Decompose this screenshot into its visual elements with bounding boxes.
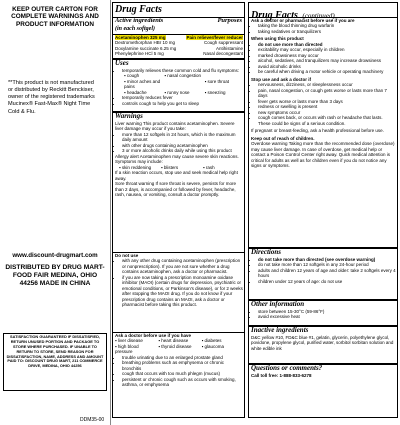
- stop-use-item: • pain, nasal congestion, or cough gets worse or lasts more than 7 days: [258, 88, 396, 99]
- active-ingredients-sub: (in each softgel): [115, 26, 155, 32]
- sore-throat-warning: Sore throat warning If sore throat is severe, persists for more than 2 days, is accompanied or followed by fever, headache, rash, nausea, or vomiting, consult a doctor promptly.: [115, 181, 237, 198]
- inactive-text: D&C yellow #10, FD&C blue #1, gelatin, glycerin, polyethylene glycol, povidone, propylene glycol, purified water, sorbitol sorbitan solution and white edible ink: [251, 335, 394, 351]
- questions-title: Questions or comments?: [251, 364, 323, 372]
- condition: ▪ thyroid disease: [158, 343, 192, 349]
- other-info-item: • store between 15-30°C (59-86°F): [258, 309, 396, 314]
- ask-pharmacist-item: • taking sedatives or tranquilizers: [258, 29, 396, 34]
- when-using-item: • avoid alcoholic drinks: [258, 64, 396, 69]
- condition-item: • breathing problems such as emphysema or chronic bronchitis: [122, 360, 243, 371]
- stop-use-item: • nervousness, dizziness, or sleeplessness occur: [258, 82, 396, 87]
- stop-use-item: • cough comes back, or occurs with rash or headache that lasts. These could be signs of a serious condition.: [258, 115, 396, 126]
- ask-pharmacist-item: • taking the blood thinning drug warfarin: [258, 23, 396, 28]
- ingredients-table: [115, 35, 243, 57]
- when-using-item: • alcohol, sedatives, and tranquilizers may increase drowsiness: [258, 58, 396, 63]
- satisfaction-box: [3, 333, 107, 391]
- when-using-title: When using this product: [251, 36, 304, 42]
- continued-warnings: [251, 18, 396, 169]
- website-text: www.discount-drugmart.com: [12, 252, 98, 259]
- do-not-use-item: • with any other drug containing acetaminophen (prescription or nonprescription). If you are not sure whether a drug contains acetaminophen, ask a doctor or pharmacist.: [122, 258, 243, 274]
- uses-section: [115, 68, 243, 106]
- drug-facts-panel-1: [112, 2, 245, 418]
- pregnant-text: If pregnant or breast-feeding, ask a health professional before use.: [251, 128, 384, 134]
- condition: ▪ heart disease: [158, 338, 189, 344]
- warnings-section: [115, 121, 243, 198]
- stop-use-title: Stop use and ask a doctor if: [251, 76, 312, 82]
- distributor-text: DISTRIBUTED BY DRUG MART-FOOD FAIR MEDINA, OHIO 44256 MADE IN CHINA: [5, 264, 105, 287]
- uses-title: Uses: [115, 59, 129, 67]
- condition-item: • cough that occurs with too much phlegm (mucus): [122, 371, 243, 376]
- when-using-item: • marked drowsiness may occur: [258, 53, 396, 58]
- left-column: [0, 0, 111, 425]
- condition: ▪ liver disease: [115, 338, 143, 344]
- questions-phone: Call toll free: 1-888-833-6278: [251, 373, 312, 378]
- directions-title: Directions: [251, 248, 281, 256]
- active-ingredients-header: Active ingredients: [115, 17, 164, 24]
- overdose-warning: Overdose warning Taking more than the recommended dose (overdose) may cause liver damage. In case of overdose, get medical help or contact a Poison Control Center right away. Quick medical attention is critical for adults as well as for children even if you do not notice any signs or symptoms.: [251, 141, 395, 169]
- inactive-title: Inactive ingredients: [251, 326, 309, 334]
- when-using-item: • excitability may occur, especially in children: [258, 47, 396, 52]
- condition-item: • trouble urinating due to an enlarged prostate gland: [122, 355, 243, 360]
- liver-item: • more than 12 softgels in 24 hours, which is the maximum daily amount: [122, 132, 243, 143]
- divider: [113, 58, 244, 60]
- symptom: ▪ headache: [124, 89, 147, 95]
- condition: ▪ glaucoma: [201, 343, 225, 349]
- do-not-use-section: [115, 253, 243, 308]
- symptom: ▪ runny nose: [164, 89, 190, 95]
- ingredient-name: Phenylephrine HCl 5 mg: [115, 51, 164, 57]
- warnings-title: Warnings: [115, 112, 143, 120]
- uses-item: • controls cough to help you get to sleep: [122, 101, 243, 106]
- liver-item: • with other drugs containing acetaminophen: [122, 143, 243, 148]
- keep-out-of-reach: Keep out of reach of children.: [251, 135, 315, 141]
- condition-grid: [115, 338, 243, 354]
- liver-warning: Liver warning This product contains acetaminophen. Severe liver damage may occur if you take:: [115, 121, 235, 132]
- symptom: ▪ minor aches and pains: [124, 78, 161, 90]
- symptom: ▪ nasal congestion: [164, 73, 201, 79]
- ask-doctor-title: Ask a doctor before use if you have: [115, 333, 192, 338]
- stop-use-item: • fever gets worse or lasts more than 3 days: [258, 99, 396, 104]
- direction-item: • adults and children 12 years of age and older: take 2 softgels every 4 hours: [258, 268, 396, 279]
- drug-facts-title: Drug Facts: [115, 4, 162, 15]
- satisfaction-text: SATISFACTION GUARANTEED IF DISSATISFIED, RETURN UNUSED PORTION AND PACKAGE TO STORE WHERE PURCHASED. IF UNABLE TO RETURN TO STORE, SEND REASON FOR DISSATISFACTION, NAME, ADDRESS AND AMOUNT PAID TO: DISCOUNT DRUG MART, 211 COMMERCE DRIVE, MEDINA, OHIO 44256: [6, 334, 104, 369]
- allergy-end: If a skin reaction occurs, stop use and seek medical help right away.: [115, 170, 238, 181]
- drug-facts-panel-2: [248, 2, 398, 418]
- stop-use-item: • redness or swelling is present: [258, 104, 396, 109]
- direction-item: • do not take more than 12 softgels in any 24-hour period: [258, 262, 396, 267]
- condition-item: • persistent or chronic cough such as occurs with smoking, asthma, or emphysema: [122, 377, 243, 388]
- direction-item: • children under 12 years of age: do not use: [258, 279, 396, 284]
- ingredient-purpose: Antihistamine: [215, 45, 243, 51]
- ingredient-purpose: Cough suppressant: [203, 40, 243, 46]
- do-not-use-title: Do not use: [115, 253, 139, 258]
- purposes-header: Purposes: [217, 17, 242, 24]
- uses-item: • temporarily reduces fever: [122, 95, 243, 100]
- liver-item: • 3 or more alcoholic drinks daily while using this product: [122, 148, 243, 153]
- ingredient-purpose: Nasal decongestant: [203, 51, 243, 57]
- disclaimer-text: **This product is not manufactured or distributed by Reckitt Benckiser, owner of the registered trademarks Mucinex® Fast-Max® Night Time Cold & Flu.: [8, 80, 95, 115]
- other-info-section: [251, 309, 396, 320]
- condition: ▪ high blood pressure: [115, 343, 139, 355]
- drug-facts-title: Drug Facts: [251, 10, 298, 21]
- ingredient-row: [115, 51, 243, 56]
- other-info-item: • avoid excessive heat: [258, 314, 396, 319]
- symptom-grid: [115, 73, 243, 95]
- symptom: ▪ sore throat: [204, 78, 230, 84]
- ingredient-name: Acetaminophen 325 mg: [115, 35, 166, 40]
- stop-use-item: • new symptoms occur: [258, 110, 396, 115]
- allergy-alert: Allergy alert Acetaminophen may cause severe skin reactions. Symptoms may include:: [115, 153, 239, 165]
- allergy-symptom: ▪ rash: [203, 164, 215, 170]
- symptom: ▪ cough: [124, 73, 140, 79]
- when-using-item: • do not use more than directed: [258, 42, 396, 47]
- directions-section: [251, 257, 396, 284]
- ask-doctor-section: [115, 333, 243, 388]
- uses-item: • temporarily relieves these common cold and flu symptoms:: [122, 68, 243, 73]
- do-not-use-item: • if you are now taking a prescription monoamine oxidase inhibitor (MAOI) (certain drugs for depression, psychiatric or emotional conditions, or Parkinson's disease), or for 2 weeks after stopping the MAOI drug. If you do not know if your prescription drug contains an MAOI, ask a doctor or pharmacist before taking this product.: [122, 275, 243, 308]
- continued-label: (continued): [302, 12, 335, 20]
- ingredient-name: Dextromethorphan HBr 10 mg: [115, 40, 176, 46]
- allergy-symptom: ▪ skin reddening: [119, 164, 152, 170]
- ask-pharmacist-title: Ask a doctor or pharmacist before use if you are: [251, 18, 355, 23]
- other-info-title: Other information: [251, 300, 305, 308]
- allergy-symptom: ▪ blisters: [161, 164, 179, 170]
- direction-item: • do not take more than directed (see overdose warning): [258, 257, 396, 262]
- ingredient-purpose: Pain reliever/fever reducer: [186, 35, 243, 40]
- ingredient-name: Doxylamine succinate 6.25 mg: [115, 45, 177, 51]
- when-using-item: • be careful when driving a motor vehicle or operating machinery: [258, 69, 396, 74]
- keep-outer-carton-text: KEEP OUTER CARTON FOR COMPLETE WARNINGS AND PRODUCT INFORMATION: [11, 6, 99, 28]
- symptom: ▪ sneezing: [204, 89, 226, 95]
- product-code: DDM35-00: [80, 417, 105, 423]
- condition: ▪ diabetes: [201, 338, 222, 344]
